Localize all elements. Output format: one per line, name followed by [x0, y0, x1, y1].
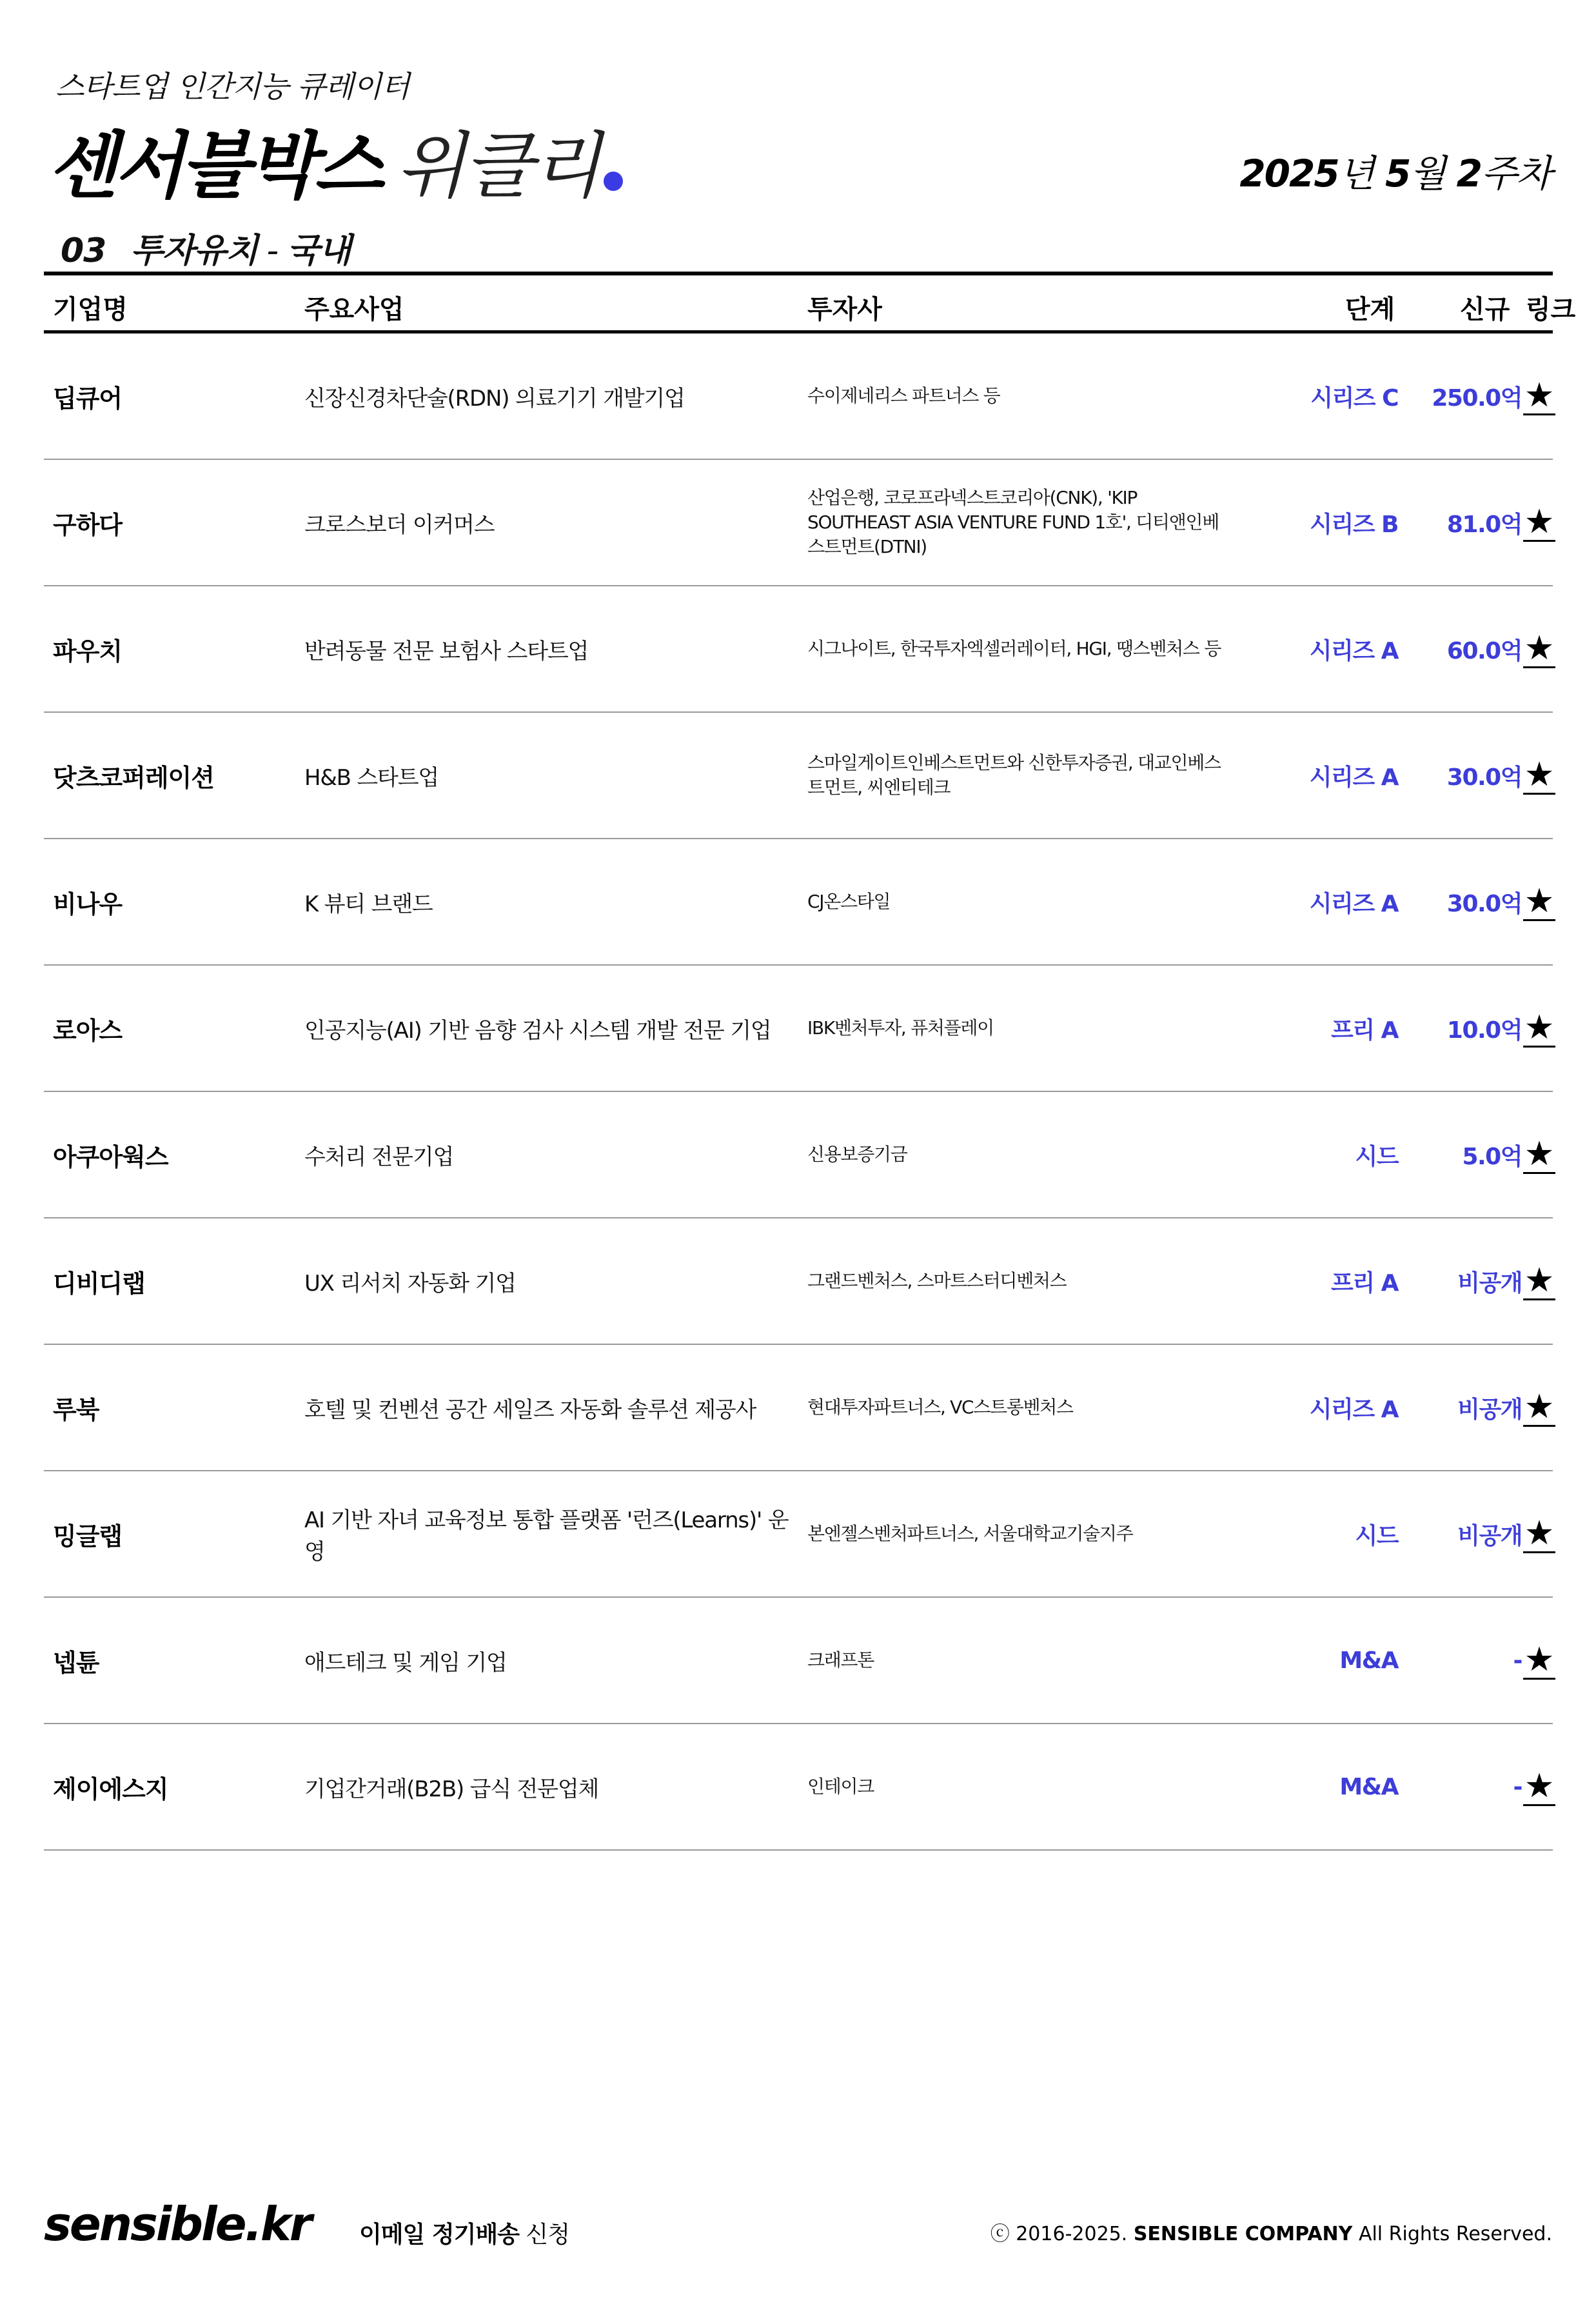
column-header-investors: 투자사 [807, 295, 882, 324]
section-subtitle: 국내 [287, 232, 351, 270]
funding-amount-cell [1404, 1092, 1522, 1217]
funding-amount-cell [1404, 1598, 1522, 1723]
investors-list: 신용보증기금 [807, 1144, 907, 1165]
funding-stage-cell [1243, 1724, 1398, 1849]
article-link-star-icon-cell[interactable] [1508, 1598, 1571, 1723]
funding-stage: 시드 [1355, 1522, 1398, 1549]
section-number: 03 [61, 232, 106, 270]
funding-amount: 비공개 [1457, 1269, 1522, 1297]
company-name: 닷츠코퍼레이션 [53, 763, 214, 792]
company-name-cell [53, 966, 285, 1091]
business-description-cell [304, 1218, 807, 1344]
article-link-star-icon-cell[interactable] [1508, 839, 1571, 964]
article-link-star-icon-cell[interactable] [1508, 1724, 1571, 1849]
copyright-prefix: ⓒ 2016-2025. [990, 2223, 1128, 2245]
company-name: 넵튠 [53, 1648, 99, 1677]
company-name-cell [53, 1598, 285, 1723]
investors-list: IBK벤처투자, 퓨처플레이 [807, 1017, 994, 1039]
investors-list: 그랜드벤처스, 스마트스터디벤처스 [807, 1270, 1067, 1291]
company-name-cell [53, 1724, 285, 1849]
table-body [44, 333, 1553, 1851]
article-link-star-icon[interactable]: ★ [1524, 755, 1555, 794]
article-link-star-icon[interactable]: ★ [1524, 628, 1555, 668]
table-header [44, 277, 1576, 332]
footer-logo[interactable]: sensible.kr [44, 2197, 311, 2251]
funding-amount-cell [1404, 966, 1522, 1091]
newsletter-title [48, 108, 623, 208]
funding-amount: 30.0억 [1446, 890, 1522, 917]
funding-stage: 시리즈 A [1309, 890, 1398, 917]
business-description: H&B 스타트업 [304, 764, 438, 791]
investors-list-cell [807, 839, 1233, 964]
article-link-star-icon-cell[interactable] [1508, 1471, 1571, 1596]
article-link-star-icon[interactable]: ★ [1524, 1513, 1555, 1553]
section-title: 투자유치 [130, 232, 258, 270]
business-description-cell [304, 460, 807, 585]
funding-stage: 시리즈 C [1310, 384, 1398, 412]
investors-list: CJ온스타일 [807, 891, 891, 912]
column-header-business: 주요사업 [304, 295, 404, 324]
funding-stage-cell [1243, 333, 1398, 459]
investors-list-cell [807, 1724, 1233, 1849]
funding-amount: 250.0억 [1432, 384, 1522, 412]
article-link-star-icon[interactable]: ★ [1524, 502, 1555, 541]
section-heading [61, 223, 351, 272]
column-header-company: 기업명 [53, 295, 128, 324]
funding-stage: 시리즈 B [1310, 511, 1398, 538]
funding-amount-cell [1404, 713, 1522, 838]
funding-amount-cell [1404, 839, 1522, 964]
funding-amount-cell [1404, 333, 1522, 459]
article-link-star-icon-cell[interactable] [1508, 1092, 1571, 1217]
investors-list: 인테이크 [807, 1776, 874, 1797]
article-link-star-icon[interactable]: ★ [1524, 1387, 1555, 1426]
business-description: 호텔 및 컨벤션 공간 세일즈 자동화 솔루션 제공사 [304, 1397, 756, 1423]
business-description: 애드테크 및 게임 기업 [304, 1649, 507, 1676]
business-description: 반려동물 전문 보험사 스타트업 [304, 638, 589, 664]
business-description-cell [304, 333, 807, 459]
article-link-star-icon[interactable]: ★ [1524, 1640, 1555, 1679]
funding-amount-cell [1404, 1471, 1522, 1596]
funding-stage: 시드 [1355, 1143, 1398, 1170]
company-name: 로아스 [53, 1016, 123, 1045]
funding-amount: 10.0억 [1446, 1017, 1522, 1044]
funding-stage-cell [1243, 713, 1398, 838]
article-link-star-icon[interactable]: ★ [1524, 1134, 1555, 1173]
funding-stage-cell [1243, 1218, 1398, 1344]
table-row [44, 1598, 1553, 1724]
title-weekly: 위클리 [395, 124, 600, 208]
business-description-cell [304, 1345, 807, 1470]
subscribe-light: 신청 [526, 2222, 569, 2248]
funding-amount: 30.0억 [1446, 764, 1522, 791]
business-description: 신장신경차단술(RDN) 의료기기 개발기업 [304, 385, 685, 412]
funding-stage: 시리즈 A [1309, 1396, 1398, 1423]
copyright-company: SENSIBLE COMPANY [1133, 2223, 1353, 2245]
business-description-cell [304, 586, 807, 711]
column-header-amount: 신규 [1460, 295, 1510, 324]
funding-amount-cell [1404, 1345, 1522, 1470]
company-name-cell [53, 1345, 285, 1470]
company-name-cell [53, 1471, 285, 1596]
funding-stage-cell [1243, 839, 1398, 964]
business-description-cell [304, 1598, 807, 1723]
company-name: 제이에스지 [53, 1774, 168, 1804]
table-row [44, 1345, 1553, 1471]
table-row [44, 1471, 1553, 1598]
funding-stage: 프리 A [1331, 1017, 1398, 1044]
article-link-star-icon-cell[interactable] [1508, 1218, 1571, 1344]
business-description: UX 리서치 자동화 기업 [304, 1270, 516, 1297]
investors-list-cell [807, 1345, 1233, 1470]
business-description: K 뷰티 브랜드 [304, 891, 433, 917]
investors-list-cell [807, 1218, 1233, 1344]
edition-date [1239, 143, 1551, 197]
newsletter-subtitle: 스타트업 인간지능 큐레이터 [55, 69, 409, 104]
investors-list-cell [807, 1598, 1233, 1723]
business-description: 수처리 전문기업 [304, 1144, 454, 1170]
edition-year: 2025 [1239, 152, 1339, 195]
investors-list-cell [807, 460, 1233, 585]
funding-amount: 5.0억 [1462, 1143, 1522, 1170]
funding-stage: 프리 A [1331, 1269, 1398, 1297]
business-description-cell [304, 1724, 807, 1849]
copyright-rights: All Rights Reserved. [1358, 2223, 1552, 2245]
funding-amount-cell [1404, 586, 1522, 711]
investors-list: 현대투자파트너스, VC스트롱벤처스 [807, 1397, 1073, 1418]
section-dash: - [266, 232, 279, 270]
business-description-cell [304, 713, 807, 838]
article-link-star-icon-cell[interactable] [1508, 586, 1571, 711]
business-description-cell [304, 1092, 807, 1217]
table-row [44, 966, 1553, 1092]
funding-stage-cell [1243, 966, 1398, 1091]
edition-week: 2 [1456, 152, 1481, 195]
company-name: 비나우 [53, 890, 123, 919]
company-name: 구하다 [53, 510, 123, 539]
funding-amount-cell [1404, 1724, 1522, 1849]
funding-amount-cell [1404, 460, 1522, 585]
table-row [44, 713, 1553, 839]
investors-list-cell [807, 333, 1233, 459]
company-name: 디비디랩 [53, 1269, 145, 1298]
table-row [44, 460, 1553, 586]
title-brand: 센서블박스 [48, 124, 380, 208]
investors-list-cell [807, 1092, 1233, 1217]
funding-stage-cell [1243, 1598, 1398, 1723]
funding-amount: - [1513, 1647, 1522, 1674]
investors-list: 본엔젤스벤처파트너스, 서울대학교기술지주 [807, 1523, 1133, 1544]
company-name-cell [53, 1092, 285, 1217]
table-row [44, 839, 1553, 966]
company-name-cell [53, 586, 285, 711]
funding-amount: 비공개 [1457, 1522, 1522, 1549]
company-name-cell [53, 460, 285, 585]
funding-stage-cell [1243, 1471, 1398, 1596]
business-description: 기업간거래(B2B) 급식 전문업체 [304, 1776, 599, 1802]
column-header-stage: 단계 [1345, 295, 1395, 324]
business-description: 크로스보더 이커머스 [304, 512, 495, 538]
article-link-star-icon[interactable]: ★ [1524, 375, 1555, 415]
article-link-star-icon-cell[interactable] [1508, 460, 1571, 585]
funding-stage-cell [1243, 586, 1398, 711]
funding-stage: M&A [1339, 1773, 1398, 1800]
business-description-cell [304, 839, 807, 964]
funding-amount: 81.0억 [1446, 511, 1522, 538]
footer-subscribe-link[interactable] [359, 2216, 569, 2249]
funding-amount: - [1513, 1773, 1522, 1800]
article-link-star-icon[interactable]: ★ [1524, 881, 1555, 920]
article-link-star-icon[interactable]: ★ [1524, 1260, 1555, 1300]
table-row [44, 1724, 1553, 1851]
funding-amount: 비공개 [1457, 1396, 1522, 1423]
article-link-star-icon-cell[interactable] [1508, 713, 1571, 838]
company-name: 딥큐어 [53, 384, 123, 413]
column-header-link: 링크 [1526, 295, 1576, 324]
table-row [44, 1092, 1553, 1218]
company-name-cell [53, 333, 285, 459]
company-name-cell [53, 839, 285, 964]
article-link-star-icon[interactable]: ★ [1524, 1008, 1555, 1047]
article-link-star-icon-cell[interactable] [1508, 966, 1571, 1091]
company-name-cell [53, 713, 285, 838]
investors-list-cell [807, 966, 1233, 1091]
business-description: AI 기반 자녀 교육정보 통합 플랫폼 '런즈(Learns)' 운영 [304, 1507, 789, 1565]
funding-stage-cell [1243, 460, 1398, 585]
subscribe-bold: 이메일 정기배송 [359, 2222, 519, 2248]
edition-month: 5 [1384, 152, 1410, 195]
funding-stage-cell [1243, 1345, 1398, 1470]
investors-list: 크래프톤 [807, 1649, 874, 1671]
company-name-cell [53, 1218, 285, 1344]
edition-month-unit: 월 [1410, 152, 1445, 195]
article-link-star-icon-cell[interactable] [1508, 333, 1571, 459]
edition-week-unit: 주차 [1481, 152, 1551, 195]
funding-stage: M&A [1339, 1647, 1398, 1674]
investors-list: 산업은행, 코로프라넥스트코리아(CNK), 'KIP SOUTHEAST ASIA VENTURE FUND 1호', 디티앤인베스트먼트(DTNI) [807, 487, 1219, 557]
investors-list: 수이제네리스 파트너스 등 [807, 385, 1000, 406]
investors-list-cell [807, 586, 1233, 711]
funding-amount: 60.0억 [1446, 637, 1522, 664]
table-row [44, 1218, 1553, 1345]
company-name: 밍글랩 [53, 1522, 123, 1551]
business-description-cell [304, 1471, 807, 1596]
funding-stage: 시리즈 A [1309, 764, 1398, 791]
table-row [44, 333, 1553, 460]
edition-year-unit: 년 [1338, 152, 1374, 195]
funding-stage: 시리즈 A [1309, 637, 1398, 664]
table-row [44, 586, 1553, 713]
article-link-star-icon-cell[interactable] [1508, 1345, 1571, 1470]
business-description: 인공지능(AI) 기반 음향 검사 시스템 개발 전문 기업 [304, 1017, 771, 1044]
title-dot-icon [604, 172, 623, 191]
funding-stage-cell [1243, 1092, 1398, 1217]
investors-list: 스마일게이트인베스트먼트와 신한투자증권, 대교인베스트먼트, 씨엔티테크 [807, 752, 1221, 798]
investors-list: 시그나이트, 한국투자엑셀러레이터, HGI, 땡스벤처스 등 [807, 638, 1221, 659]
company-name: 파우치 [53, 637, 123, 666]
footer-copyright [990, 2218, 1552, 2246]
article-link-star-icon[interactable]: ★ [1524, 1766, 1555, 1805]
table-top-rule [44, 272, 1553, 275]
investors-list-cell [807, 1471, 1233, 1596]
business-description-cell [304, 966, 807, 1091]
company-name: 루북 [53, 1395, 99, 1424]
funding-amount-cell [1404, 1218, 1522, 1344]
company-name: 아쿠아웍스 [53, 1142, 168, 1171]
investors-list-cell [807, 713, 1233, 838]
